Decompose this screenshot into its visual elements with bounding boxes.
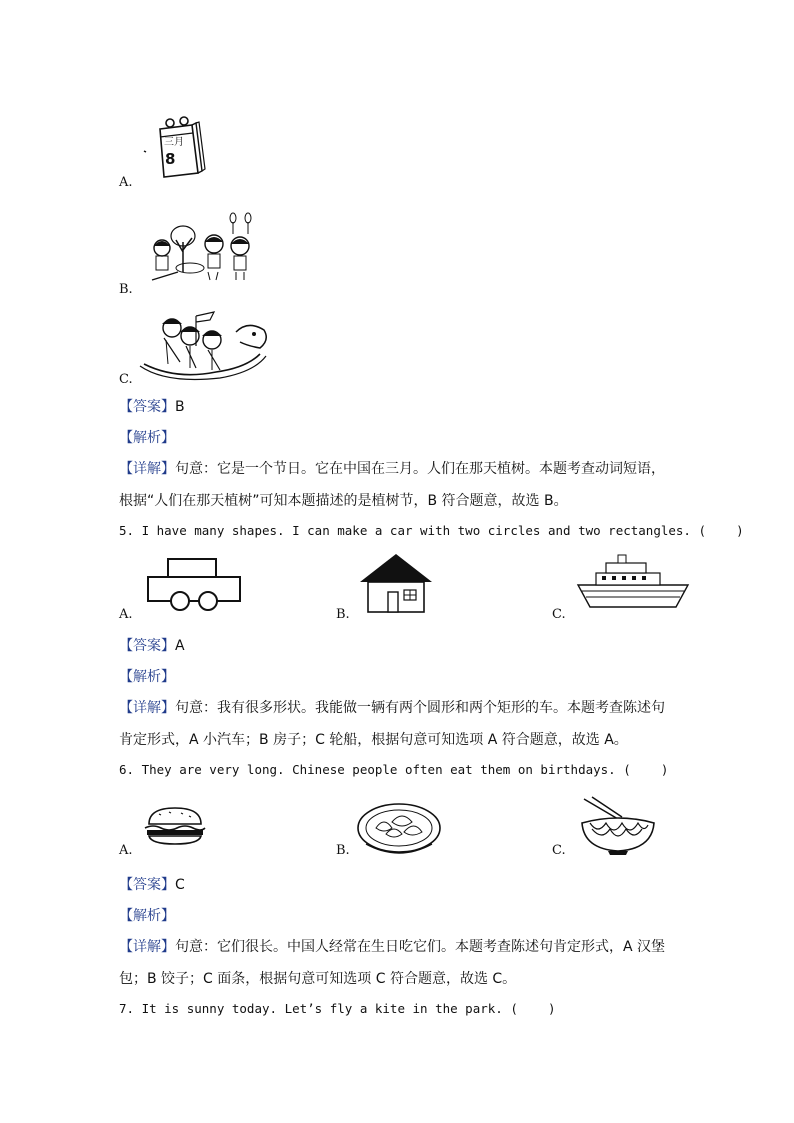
q7-question: 7. It is sunny today. Let’s fly a kite in the park. ( ) (119, 1001, 556, 1016)
q6-option-a-label: A. (119, 843, 133, 858)
answer-value: A (175, 638, 185, 654)
q5-detail-line1 (119, 697, 665, 717)
q6-option-b-label: B. (336, 843, 350, 858)
answer-tag: 【答案】 (119, 399, 175, 415)
q4-detail-line1 (119, 458, 665, 478)
calendar-day-text: 8 (165, 150, 176, 168)
q6-detail-line2: 包；B 饺子；C 面条，根据句意可知选项 C 符合题意，故选 C。 (119, 971, 517, 987)
q5-answer (119, 635, 185, 655)
q5-detail-line2: 肯定形式，A 小汽车；B 房子；C 轮船，根据句意可知选项 A 符合题意，故选 A。 (119, 732, 628, 748)
detail-tag: 【详解】 (119, 461, 175, 477)
dumplings-plate-icon (356, 800, 442, 858)
q5-analysis-tag: 【解析】 (119, 669, 175, 685)
answer-value: C (175, 877, 185, 893)
q6-analysis-tag: 【解析】 (119, 908, 175, 924)
house-icon (358, 552, 434, 614)
q6-option-c-label: C. (552, 843, 566, 858)
calendar-month-text: 三月 (164, 137, 184, 148)
ship-icon (576, 555, 690, 611)
q5-option-a-label: A. (119, 607, 133, 622)
detail-text: 句意：它们很长。中国人经常在生日吃它们。本题考查陈述句肯定形式，A 汉堡 (175, 939, 666, 955)
q6-answer (119, 874, 185, 894)
tree-planting-children-icon (148, 212, 258, 284)
q4-option-c-label: C. (119, 372, 133, 387)
q6-detail-line1 (119, 936, 665, 956)
q6-question: 6. They are very long. Chinese people often eat them on birthdays. ( ) (119, 762, 669, 777)
car-shape-icon (146, 557, 242, 613)
q5-option-b-label: B. (336, 607, 350, 622)
detail-tag: 【详解】 (119, 939, 175, 955)
q4-answer (119, 396, 185, 416)
dragon-boat-icon (136, 306, 276, 384)
detail-text: 句意：它是一个节日。它在中国在三月。人们在那天植树。本题考查动词短语， (175, 461, 665, 477)
q4-detail-line2: 根据“人们在那天植树”可知本题描述的是植树节，B 符合题意，故选 B。 (119, 493, 568, 509)
detail-text: 句意：我有很多形状。我能做一辆有两个圆形和两个矩形的车。本题考查陈述句 (175, 700, 665, 716)
q5-question: 5. I have many shapes. I can make a car with two circles and two rectangles. ( ) (119, 523, 744, 538)
q4-analysis-tag: 【解析】 (119, 430, 175, 446)
detail-tag: 【详解】 (119, 700, 175, 716)
q5-option-c-label: C. (552, 607, 566, 622)
answer-tag: 【答案】 (119, 638, 175, 654)
q4-option-a-label: A. (119, 175, 133, 190)
q4-option-b-label: B. (119, 282, 133, 297)
calendar-icon (150, 115, 210, 181)
answer-tag: 【答案】 (119, 877, 175, 893)
answer-value: B (175, 399, 185, 415)
noodles-bowl-icon (578, 795, 658, 855)
hamburger-icon (143, 806, 207, 846)
